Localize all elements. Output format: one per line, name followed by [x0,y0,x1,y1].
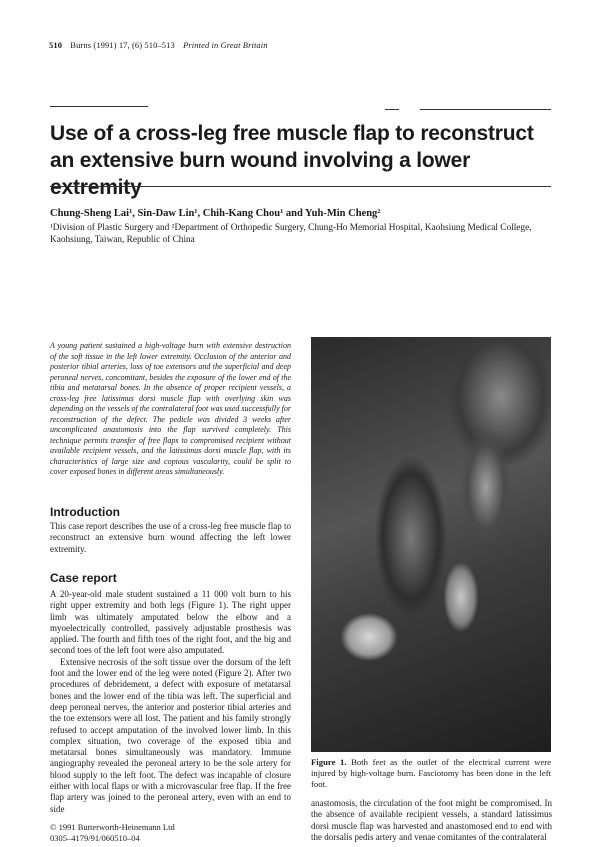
case-report-heading: Case report [50,571,117,585]
right-column-paragraph: anastomosis, the circulation of the foot might be compromised. In the absence of available recipient vessels, a standard latissimus dorsi muscle flap was harvested and anastomosed end to end with the dorsalis pedis artery and venae comitantes of the contralateral [311,798,552,842]
figure-caption-text: Both feet as the outlet of the electrical current were injured by high-voltage burn. Fasciotomy has been done in the left foot. [311,757,551,789]
figure-1-caption [311,757,551,790]
top-rule-mid [385,109,399,110]
right-column-text [311,798,552,843]
case-report-paragraph: A 20-year-old male student sustained a 11 000 volt burn to his right upper extremity and both legs (Figure 1). The right upper limb was ultimately amputated below the elbow and a myoelectrically controlled, passively adjustable prosthesis was applied. The fourth and fifth toes of the right foot, and the big and second toes of the left foot were also amputated. [50,589,291,656]
introduction-paragraph: This case report describes the use of a cross-leg free muscle flap to reconstruct an extensive burn wound affecting the left lower extremity. [50,521,291,554]
journal-citation: Burns (1991) 17, (6) 510–513 [70,40,175,50]
author-list: Chung-Sheng Lai¹, Sin-Daw Lin¹, Chih-Kang Chou¹ and Yuh-Min Cheng² [50,208,381,219]
printed-note: Printed in Great Britain [183,40,268,50]
abstract: A young patient sustained a high-voltage burn with extensive destruction of the soft tissue in the left lower extremity. Occlusion of the anterior and posterior tibial arteries, loss of toe extensors and the superficial and deep peroneal nerves, concomitant, besides the exposure of the lower end of the tibia and metatarsal bones. In the absence of proper recipient vessels, a cross-leg free latissimus dorsi muscle flap with overlying skin was depending on the vessels of the contralateral foot was used successfully for reconstruction of the defect. The pedicle was divided 3 weeks after uncomplicated anastomosis into the flap survived completely. This technique permits transfer of free flaps to compromised recipient without available recipient vessels, and the latissimus dorsi muscle flap, with its characteristics of large size and copious vascularity, could be split to cover exposed bones in different areas simultaneously. [50,341,291,476]
author-affiliation: ¹Division of Plastic Surgery and ²Department of Orthopedic Surgery, Chung-Ho Memorial Hospital, Kaohsiung Medical College, Kaohsiung, Taiwan, Republic of China [50,223,532,245]
top-rule-right [420,109,551,110]
page-number: 510 [49,40,63,50]
figure-1-photo [311,337,551,752]
introduction-text [50,521,291,555]
figure-label: Figure 1. [311,757,347,767]
article-title: Use of a cross-leg free muscle flap to reconstruct an extensive burn wound involving a lower extremity [50,122,534,199]
top-rule-left [50,106,148,107]
case-report-text [50,589,291,815]
introduction-heading: Introduction [50,505,120,519]
title-rule [50,186,551,187]
copyright-line: © 1991 Butterworth-Heinemann Ltd [50,822,175,832]
running-head [49,40,268,50]
case-report-paragraph: Extensive necrosis of the soft tissue over the dorsum of the left foot and the lower end of the leg were noted (Figure 2). After two procedures of debridement, a defect with exposure of metatarsal bones and the lower end of the tibia was left. The superficial and deep peroneal nerves, the anterior and posterior tibial arteries and the toe extensors were all lost. The patient and his family strongly refused to accept amputation of the involved lower limb. In this complex situation, two coverage of the exposed tibia and metatarsal bones simultaneously was mandatory. Immune angiography revealed the peroneal artery to be the sole artery for blood supply to the left foot. The defect was incapable of closure either with local flaps or with a microvascular free flap. If the free flap artery was joined to the peroneal artery, even with an end to side [50,656,291,814]
issn-line: 0305–4179/91/060510–04 [50,833,140,843]
